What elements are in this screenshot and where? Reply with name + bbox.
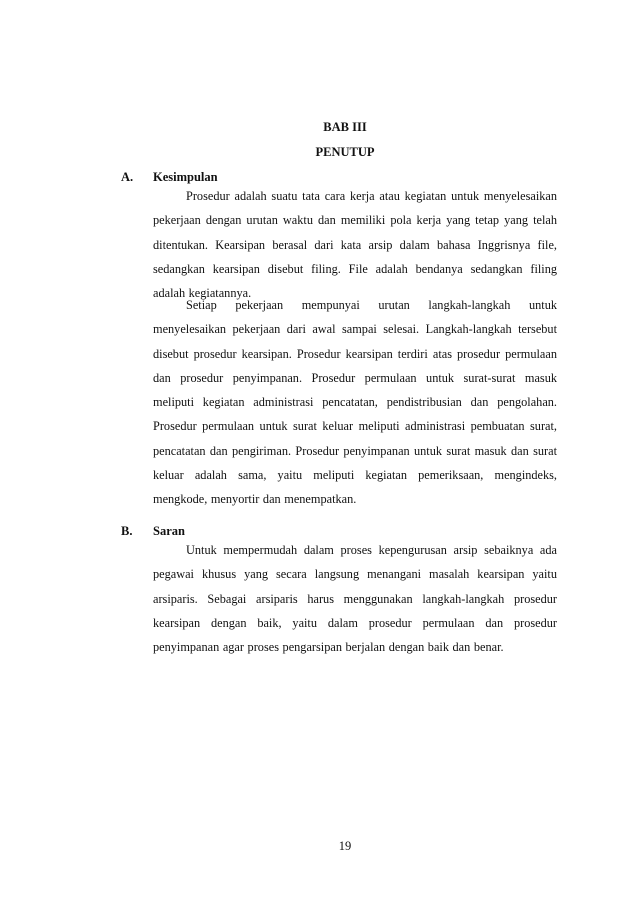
section-letter: A.	[121, 170, 134, 184]
section-title: Saran	[153, 524, 185, 538]
page-number: 19	[338, 839, 352, 853]
section-letter: B.	[121, 524, 133, 538]
section-title: Kesimpulan	[153, 170, 218, 184]
paragraph-kesimpulan-1: Prosedur adalah suatu tata cara kerja atau kegiatan untuk menyelesaikan pekerjaan dengan urutan waktu dan memiliki pola kerja yang tetap yang telah ditentukan. Kearsipan berasal dari kata arsip dalam bahasa Inggrisnya file, sedangkan kearsipan disebut filing. File adalah bendanya sedangkan filing adalah kegiatannya.	[153, 189, 557, 300]
chapter-title: PENUTUP	[315, 145, 375, 159]
paragraph-kesimpulan-2: Setiap pekerjaan mempunyai urutan langkah-langkah untuk menyelesaikan pekerjaan dari awal sampai selesai. Langkah-langkah tersebut disebut prosedur kearsipan. Prosedur kearsipan terdiri atas prosedur permulaan dan prosedur penyimpanan. Prosedur permulaan untuk surat-surat masuk meliputi kegiatan administrasi pencatatan, pendistribusian dan pengolahan. Prosedur permulaan untuk surat keluar meliputi administrasi pembuatan surat, pencatatan dan pengiriman. Prosedur penyimpanan untuk surat masuk dan surat keluar adalah sama, yaitu meliputi kegiatan pemeriksaan, mengindeks, mengkode, menyortir dan menempatkan.	[153, 298, 557, 506]
section-heading-saran	[121, 524, 185, 539]
chapter-number: BAB III	[323, 120, 367, 134]
paragraph-saran-1: Untuk mempermudah dalam proses kepengurusan arsip sebaiknya ada pegawai khusus yang secara langsung menangani masalah kearsipan yaitu arsiparis. Sebagai arsiparis harus menggunakan langkah-langkah prosedur kearsipan dengan baik, yaitu dalam prosedur permulaan dan prosedur penyimpanan agar proses pengarsipan berjalan dengan baik dan benar.	[153, 543, 557, 654]
section-heading-kesimpulan	[121, 170, 218, 185]
